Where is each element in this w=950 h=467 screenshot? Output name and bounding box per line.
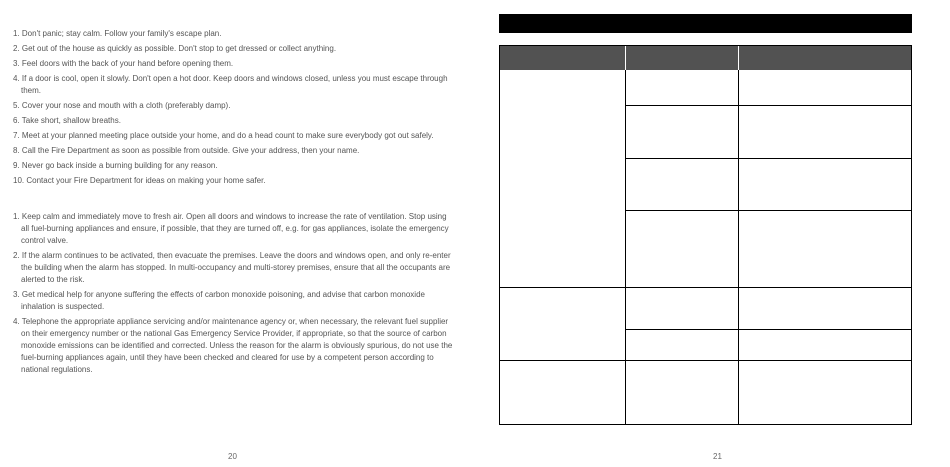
row-divider xyxy=(500,360,911,361)
list-item: 7. Meet at your planned meeting place outside your home, and do a head count to make sure everybody got out safely. xyxy=(13,131,434,140)
co-alarm-steps xyxy=(13,211,453,379)
page-number-left: 20 xyxy=(228,452,237,461)
list-item: 2. If the alarm continues to be activated, then evacuate the premises. Leave the doors and windows open, and only re-enter the building when the alarm has stopped. In multi-occupancy and multi-storey premises, ensure that all the occupants are alerted to the risk. xyxy=(13,251,451,284)
list-item: 4. If a door is cool, open it slowly. Don't open a hot door. Keep doors and windows closed, unless you must escape through them. xyxy=(13,74,448,95)
page-number-right: 21 xyxy=(713,452,722,461)
list-item: 9. Never go back inside a burning building for any reason. xyxy=(13,161,218,170)
table-header-row xyxy=(500,46,911,70)
row-divider xyxy=(625,329,912,330)
list-item: 10. Contact your Fire Department for ideas on making your home safer. xyxy=(13,176,266,185)
right-page xyxy=(475,0,950,467)
list-item: 3. Feel doors with the back of your hand before opening them. xyxy=(13,59,234,68)
list-item: 8. Call the Fire Department as soon as possible from outside. Give your address, then your name. xyxy=(13,146,360,155)
list-item: 3. Get medical help for anyone suffering the effects of carbon monoxide poisoning, and advise that carbon monoxide inhalation is suspected. xyxy=(13,290,425,311)
list-item: 1. Don't panic; stay calm. Follow your family's escape plan. xyxy=(13,29,222,38)
fire-escape-steps xyxy=(13,28,453,190)
title-bar xyxy=(499,14,912,33)
list-item: 2. Get out of the house as quickly as possible. Don't stop to get dressed or collect anything. xyxy=(13,44,337,53)
list-item: 4. Telephone the appropriate appliance servicing and/or maintenance agency or, when necessary, the relevant fuel supplier on their emergency number or the national Gas Emergency Service Provider, if appropriate, so that the source of carbon monoxide emissions can be identified and corrected. Unless the reason for the alarm is obviously spurious, do not use the fuel-burning appliances again, until they have been checked and cleared for use by a competent person according to national regulations. xyxy=(13,317,453,374)
header-divider xyxy=(625,46,626,70)
row-divider xyxy=(625,158,912,159)
list-item: 6. Take short, shallow breaths. xyxy=(13,116,121,125)
row-divider xyxy=(625,210,912,211)
list-item: 1. Keep calm and immediately move to fresh air. Open all doors and windows to increase the rate of ventilation. Stop using all fuel-burning appliances and ensure, if possible, that they are turned off, e.g. for gas appliances, isolate the emergency control valve. xyxy=(13,212,449,245)
column-divider xyxy=(738,70,739,425)
list-item: 5. Cover your nose and mouth with a cloth (preferably damp). xyxy=(13,101,231,110)
row-divider xyxy=(500,287,911,288)
row-divider xyxy=(625,105,912,106)
troubleshooting-table xyxy=(499,45,912,425)
header-divider xyxy=(738,46,739,70)
column-divider xyxy=(625,70,626,425)
